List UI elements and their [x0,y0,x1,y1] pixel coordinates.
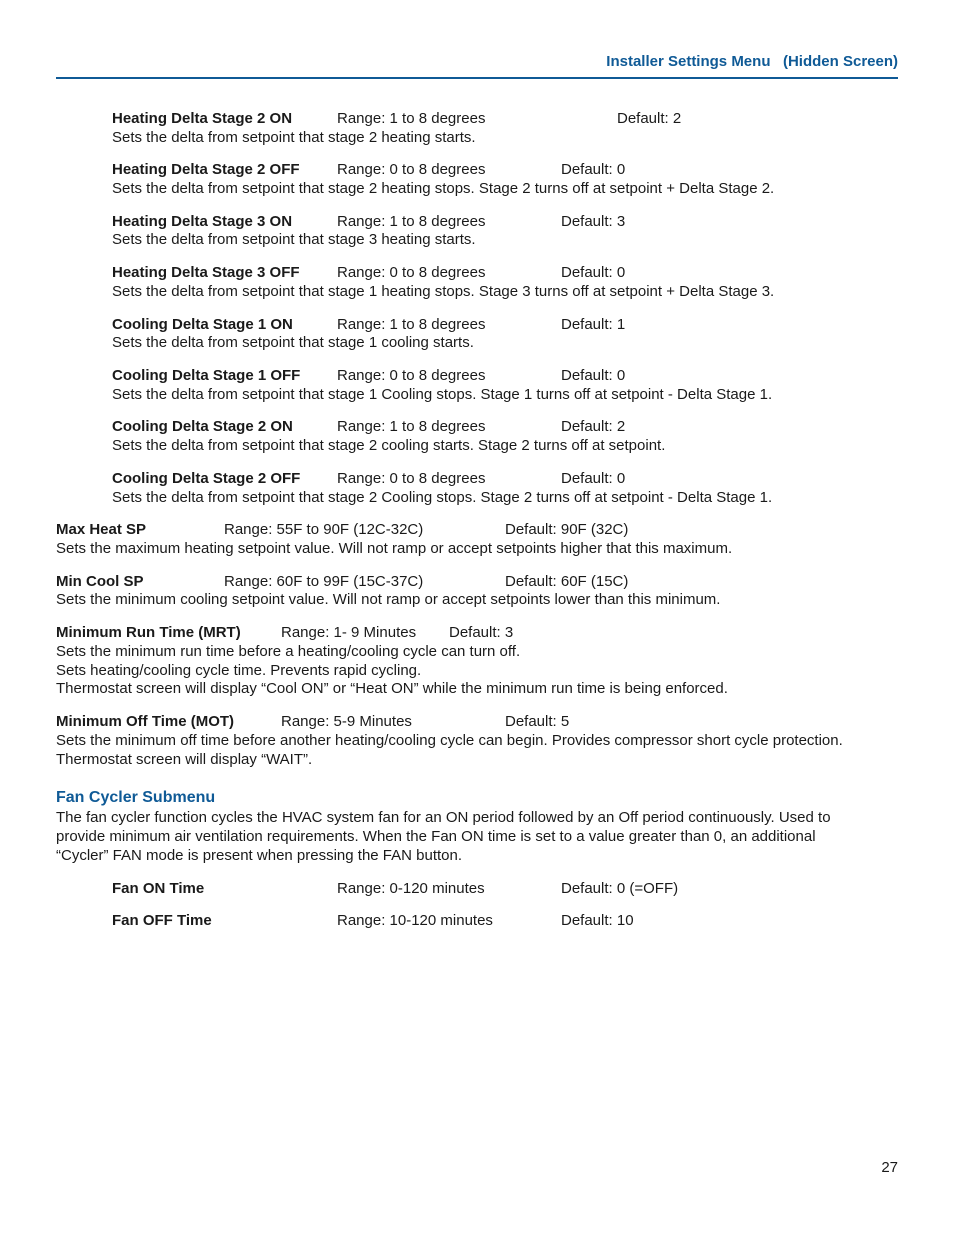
setting-name: Heating Delta Stage 2 ON [112,110,293,127]
setting-name: Heating Delta Stage 2 OFF [112,161,300,178]
setting-description-line: Sets heating/cooling cycle time. Prevents rapid cycling. [56,662,422,679]
setting-description-line: Sets the minimum run time before a heating/cooling cycle can turn off. [56,643,521,660]
setting-default: Default: 1 [561,316,626,333]
setting-range: Range: 1 to 8 degrees [337,110,486,127]
setting-range: Range: 0 to 8 degrees [337,161,486,178]
setting-range: Range: 0 to 8 degrees [337,470,486,487]
setting-default: Default: 10 [561,912,634,929]
setting-default: Default: 3 [561,213,626,230]
setting-description: Sets the delta from setpoint that stage 1 heating stops. Stage 3 turns off at setpoint + Delta Stage 3. [112,283,775,300]
setting-description-line: Thermostat screen will display “WAIT”. [56,751,313,768]
header-rule [56,77,898,79]
setting-range: Range: 10-120 minutes [337,912,493,929]
setting-range: Range: 0-120 minutes [337,880,485,897]
setting-name: Heating Delta Stage 3 ON [112,213,293,230]
setting-description: Sets the maximum heating setpoint value. Will not ramp or accept setpoints higher that this maximum. [56,540,733,557]
setting-description: Sets the delta from setpoint that stage 1 Cooling stops. Stage 1 turns off at setpoint - Delta Stage 1. [112,386,773,403]
setting-name: Max Heat SP [56,521,147,538]
setting-range: Range: 5-9 Minutes [281,713,412,730]
paragraph-line: “Cycler” FAN mode is present when pressing the FAN button. [56,847,463,864]
setting-default: Default: 5 [505,713,570,730]
setting-name: Fan ON Time [112,880,205,897]
setting-description: Sets the delta from setpoint that stage 2 cooling starts. Stage 2 turns off at setpoint. [112,437,666,454]
setting-default: Default: 0 (=OFF) [561,880,679,897]
setting-name: Cooling Delta Stage 2 ON [112,418,293,435]
setting-name: Cooling Delta Stage 1 ON [112,316,293,333]
setting-name: Cooling Delta Stage 1 OFF [112,367,301,384]
setting-description: Sets the delta from setpoint that stage 1 cooling starts. [112,334,474,351]
setting-range: Range: 0 to 8 degrees [337,367,486,384]
setting-description: Sets the delta from setpoint that stage 2 heating starts. [112,129,476,146]
paragraph-line: The fan cycler function cycles the HVAC system fan for an ON period followed by an Off period continuously. Used to [56,809,831,826]
setting-name: Min Cool SP [56,573,144,590]
setting-default: Default: 0 [561,367,626,384]
paragraph-line: provide minimum air ventilation requirements. When the Fan ON time is set to a value greater than 0, an additional [56,828,816,845]
setting-name: Minimum Run Time (MRT) [56,624,241,641]
page-header-title: Installer Settings Menu (Hidden Screen) [606,53,898,70]
setting-name: Minimum Off Time (MOT) [56,713,235,730]
setting-default: Default: 0 [561,470,626,487]
setting-description-line: Sets the minimum off time before another heating/cooling cycle can begin. Provides compressor short cycle protection. [56,732,843,749]
setting-default: Default: 90F (32C) [505,521,629,538]
setting-default: Default: 2 [561,418,626,435]
setting-range: Range: 1- 9 Minutes [281,624,417,641]
setting-name: Heating Delta Stage 3 OFF [112,264,300,281]
setting-range: Range: 1 to 8 degrees [337,213,486,230]
setting-range: Range: 1 to 8 degrees [337,418,486,435]
setting-default: Default: 60F (15C) [505,573,629,590]
setting-description: Sets the delta from setpoint that stage 2 Cooling stops. Stage 2 turns off at setpoint - Delta Stage 1. [112,489,773,506]
setting-range: Range: 60F to 99F (15C-37C) [224,573,424,590]
setting-range: Range: 1 to 8 degrees [337,316,486,333]
fan-cycler-heading: Fan Cycler Submenu [56,789,216,806]
setting-description: Sets the delta from setpoint that stage 3 heating starts. [112,231,476,248]
setting-default: Default: 0 [561,264,626,281]
setting-range: Range: 55F to 90F (12C-32C) [224,521,424,538]
setting-range: Range: 0 to 8 degrees [337,264,486,281]
setting-name: Fan OFF Time [112,912,212,929]
setting-description: Sets the delta from setpoint that stage 2 heating stops. Stage 2 turns off at setpoint + Delta Stage 2. [112,180,775,197]
setting-name: Cooling Delta Stage 2 OFF [112,470,301,487]
setting-description: Sets the minimum cooling setpoint value. Will not ramp or accept setpoints lower than this minimum. [56,591,721,608]
setting-default: Default: 3 [449,624,514,641]
setting-default: Default: 2 [617,110,682,127]
setting-description-line: Thermostat screen will display “Cool ON” or “Heat ON” while the minimum run time is being enforced. [56,680,728,697]
page-number: 27 [881,1159,898,1176]
setting-default: Default: 0 [561,161,626,178]
